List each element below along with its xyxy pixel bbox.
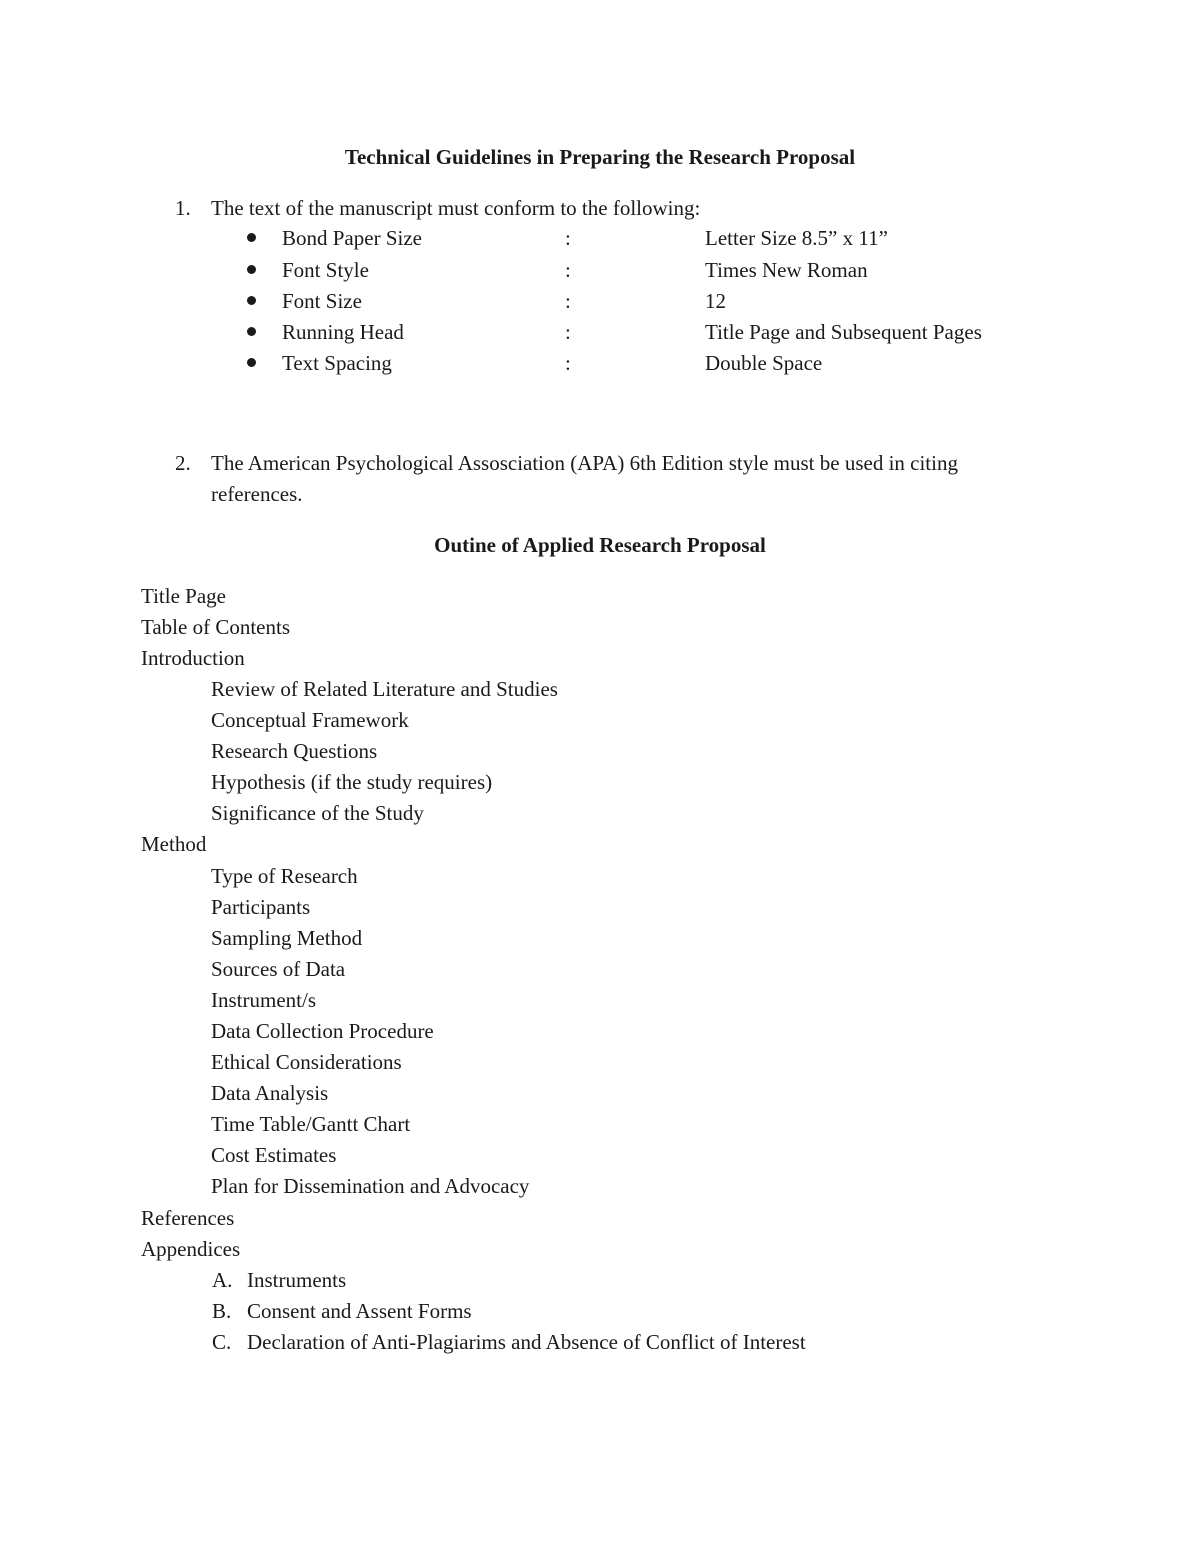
spec-separator: :: [565, 258, 571, 282]
bullet-icon: [247, 233, 256, 242]
item-1-text: The text of the manuscript must conform to the following:: [211, 196, 701, 220]
outline-sub-item: Sources of Data: [211, 957, 346, 981]
spec-value: Times New Roman: [705, 258, 868, 282]
spec-label: Bond Paper Size: [282, 226, 422, 250]
bullet-icon: [247, 327, 256, 336]
item-2-number: 2.: [175, 451, 191, 475]
bullet-icon: [247, 358, 256, 367]
outline-sub-item: Ethical Considerations: [211, 1050, 402, 1074]
spec-separator: :: [565, 289, 571, 313]
spec-label: Font Size: [282, 289, 362, 313]
outline-sub-item: Review of Related Literature and Studies: [211, 677, 558, 701]
spec-separator: :: [565, 226, 571, 250]
outline-sub-item: Cost Estimates: [211, 1143, 337, 1167]
appendix-letter: B.: [212, 1299, 232, 1323]
outline-references: References: [141, 1206, 235, 1230]
outline-sub-item: Plan for Dissemination and Advocacy: [211, 1174, 530, 1198]
appendix-letter: C.: [212, 1330, 232, 1354]
outline-toc: Table of Contents: [141, 615, 290, 639]
outline-sub-item: Conceptual Framework: [211, 708, 409, 732]
outline-sub-item: Data Analysis: [211, 1081, 329, 1105]
outline-appendices: Appendices: [141, 1237, 241, 1261]
outline-sub-item: Time Table/Gantt Chart: [211, 1112, 411, 1136]
outline-sub-item: Significance of the Study: [211, 801, 424, 825]
outline-title-page: Title Page: [141, 584, 226, 608]
spec-label: Running Head: [282, 320, 404, 344]
spec-label: Text Spacing: [282, 351, 392, 375]
outline-sub-item: Research Questions: [211, 739, 378, 763]
outline-sub-item: Participants: [211, 895, 311, 919]
appendix-letter: A.: [212, 1268, 233, 1292]
spec-value: 12: [705, 289, 726, 313]
outline-title: Outine of Applied Research Proposal: [434, 533, 766, 557]
outline-sub-item: Type of Research: [211, 864, 358, 888]
bullet-icon: [247, 265, 256, 274]
item-2-text-line2: references.: [211, 482, 303, 506]
appendix-item: Instruments: [247, 1268, 347, 1292]
outline-sub-item: Hypothesis (if the study requires): [211, 770, 493, 794]
bullet-icon: [247, 296, 256, 305]
item-1-number: 1.: [175, 196, 191, 220]
outline-sub-item: Data Collection Procedure: [211, 1019, 434, 1043]
document-title: Technical Guidelines in Preparing the Research Proposal: [344, 145, 856, 169]
outline-sub-item: Instrument/s: [211, 988, 316, 1012]
spec-label: Font Style: [282, 258, 369, 282]
appendix-item: Consent and Assent Forms: [247, 1299, 472, 1323]
spec-separator: :: [565, 351, 571, 375]
spec-value: Letter Size 8.5” x 11”: [705, 226, 888, 250]
spec-separator: :: [565, 320, 571, 344]
outline-introduction: Introduction: [141, 646, 245, 670]
appendix-item: Declaration of Anti-Plagiarims and Absence of Conflict of Interest: [247, 1330, 806, 1354]
item-2-text-line1: The American Psychological Assosciation (APA) 6th Edition style must be used in citing: [211, 451, 958, 475]
outline-method: Method: [141, 832, 207, 856]
outline-sub-item: Sampling Method: [211, 926, 363, 950]
spec-value: Double Space: [705, 351, 823, 375]
spec-value: Title Page and Subsequent Pages: [705, 320, 982, 344]
